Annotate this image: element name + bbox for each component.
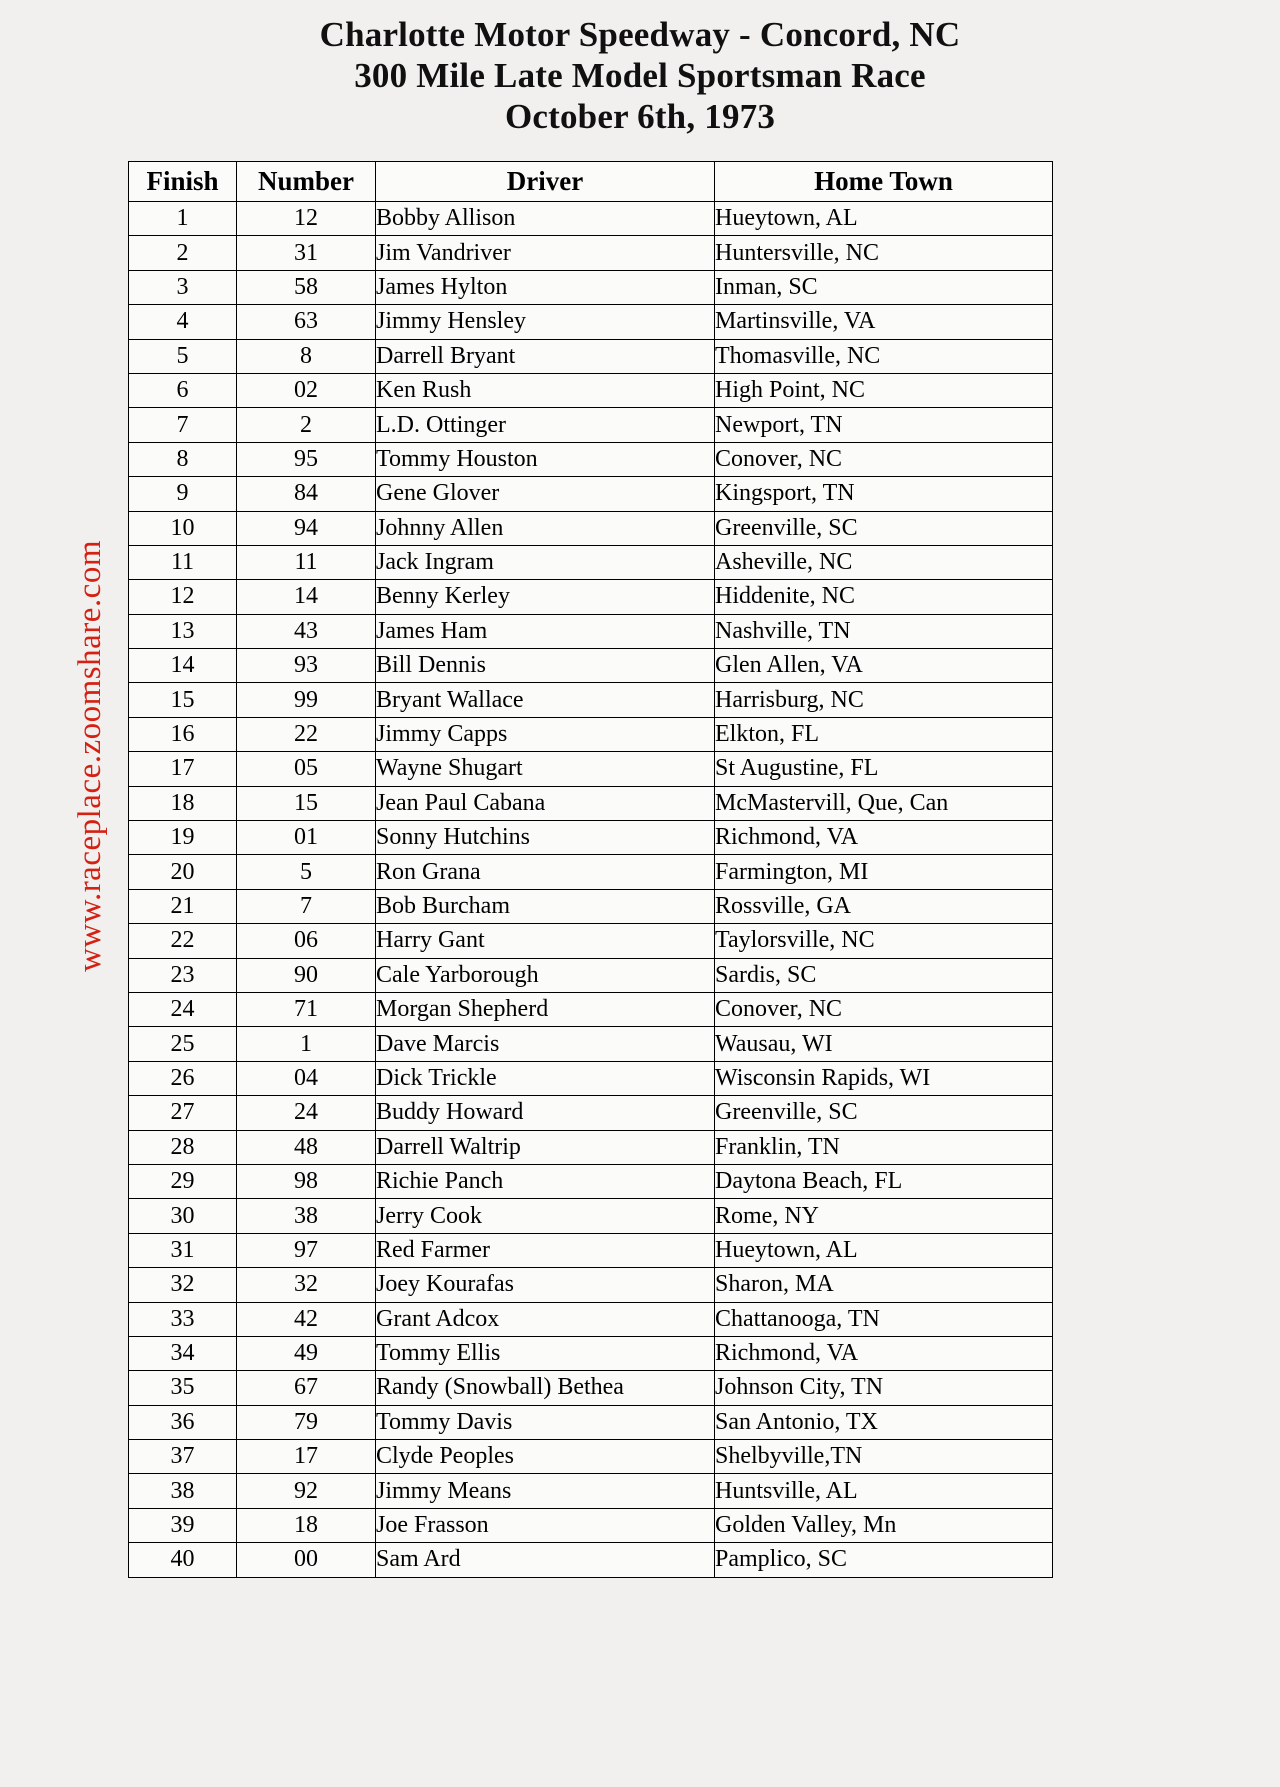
table-row — [129, 992, 1053, 1026]
cell-driver: Grant Adcox — [376, 1302, 715, 1336]
cell-number: 7 — [237, 889, 376, 923]
cell-home-town: Conover, NC — [715, 442, 1053, 476]
cell-home-town: Shelbyville,TN — [715, 1440, 1053, 1474]
cell-home-town: Chattanooga, TN — [715, 1302, 1053, 1336]
cell-driver: L.D. Ottinger — [376, 408, 715, 442]
table-row — [129, 786, 1053, 820]
cell-finish: 36 — [129, 1405, 237, 1439]
cell-number: 93 — [237, 649, 376, 683]
cell-driver: Jack Ingram — [376, 545, 715, 579]
cell-finish: 14 — [129, 649, 237, 683]
cell-number: 92 — [237, 1474, 376, 1508]
cell-finish: 15 — [129, 683, 237, 717]
cell-home-town: Asheville, NC — [715, 545, 1053, 579]
table-row — [129, 1336, 1053, 1370]
cell-finish: 19 — [129, 821, 237, 855]
cell-home-town: Wisconsin Rapids, WI — [715, 1061, 1053, 1095]
cell-home-town: Hueytown, AL — [715, 1233, 1053, 1267]
results-table-body — [129, 202, 1053, 1578]
cell-finish: 3 — [129, 270, 237, 304]
cell-home-town: Sharon, MA — [715, 1268, 1053, 1302]
cell-driver: Benny Kerley — [376, 580, 715, 614]
cell-finish: 40 — [129, 1543, 237, 1577]
cell-number: 15 — [237, 786, 376, 820]
cell-number: 58 — [237, 270, 376, 304]
cell-driver: Ron Grana — [376, 855, 715, 889]
cell-number: 31 — [237, 236, 376, 270]
cell-number: 04 — [237, 1061, 376, 1095]
cell-driver: Tommy Davis — [376, 1405, 715, 1439]
cell-driver: Darrell Waltrip — [376, 1130, 715, 1164]
cell-number: 02 — [237, 373, 376, 407]
cell-number: 32 — [237, 1268, 376, 1302]
cell-number: 90 — [237, 958, 376, 992]
cell-home-town: Greenville, SC — [715, 511, 1053, 545]
cell-home-town: Taylorsville, NC — [715, 924, 1053, 958]
cell-finish: 8 — [129, 442, 237, 476]
cell-number: 79 — [237, 1405, 376, 1439]
cell-number: 17 — [237, 1440, 376, 1474]
cell-finish: 37 — [129, 1440, 237, 1474]
cell-number: 63 — [237, 305, 376, 339]
table-row — [129, 614, 1053, 648]
table-row — [129, 1130, 1053, 1164]
cell-finish: 16 — [129, 717, 237, 751]
table-row — [129, 924, 1053, 958]
table-row — [129, 1371, 1053, 1405]
column-header-home-town: Home Town — [715, 162, 1053, 202]
cell-finish: 23 — [129, 958, 237, 992]
cell-home-town: Rome, NY — [715, 1199, 1053, 1233]
cell-driver: Gene Glover — [376, 477, 715, 511]
cell-driver: Jerry Cook — [376, 1199, 715, 1233]
title-line-3: October 6th, 1973 — [504, 97, 776, 136]
cell-driver: Harry Gant — [376, 924, 715, 958]
cell-number: 48 — [237, 1130, 376, 1164]
table-row — [129, 442, 1053, 476]
table-row — [129, 1061, 1053, 1095]
cell-home-town: High Point, NC — [715, 373, 1053, 407]
cell-home-town: Huntsville, AL — [715, 1474, 1053, 1508]
table-row — [129, 1474, 1053, 1508]
cell-home-town: Sardis, SC — [715, 958, 1053, 992]
table-row — [129, 717, 1053, 751]
cell-home-town: Golden Valley, Mn — [715, 1508, 1053, 1542]
table-row — [129, 580, 1053, 614]
cell-finish: 28 — [129, 1130, 237, 1164]
table-row — [129, 270, 1053, 304]
cell-home-town: Wausau, WI — [715, 1027, 1053, 1061]
title-line-1: Charlotte Motor Speedway - Concord, NC — [319, 15, 961, 54]
table-row — [129, 545, 1053, 579]
table-row — [129, 649, 1053, 683]
cell-driver: James Ham — [376, 614, 715, 648]
table-row — [129, 339, 1053, 373]
cell-number: 22 — [237, 717, 376, 751]
race-results-table — [128, 161, 1053, 1578]
cell-number: 42 — [237, 1302, 376, 1336]
cell-number: 18 — [237, 1508, 376, 1542]
table-row — [129, 236, 1053, 270]
cell-finish: 32 — [129, 1268, 237, 1302]
cell-number: 14 — [237, 580, 376, 614]
cell-driver: Bryant Wallace — [376, 683, 715, 717]
cell-finish: 30 — [129, 1199, 237, 1233]
page-title — [0, 14, 1280, 137]
cell-driver: Sonny Hutchins — [376, 821, 715, 855]
cell-home-town: McMastervill, Que, Can — [715, 786, 1053, 820]
table-header-row — [129, 162, 1053, 202]
cell-driver: Morgan Shepherd — [376, 992, 715, 1026]
cell-finish: 33 — [129, 1302, 237, 1336]
cell-finish: 13 — [129, 614, 237, 648]
cell-number: 01 — [237, 821, 376, 855]
cell-number: 2 — [237, 408, 376, 442]
cell-driver: Joe Frasson — [376, 1508, 715, 1542]
cell-finish: 31 — [129, 1233, 237, 1267]
cell-number: 98 — [237, 1164, 376, 1198]
cell-finish: 38 — [129, 1474, 237, 1508]
table-row — [129, 1027, 1053, 1061]
cell-driver: Tommy Ellis — [376, 1336, 715, 1370]
cell-number: 84 — [237, 477, 376, 511]
cell-number: 24 — [237, 1096, 376, 1130]
cell-home-town: Elkton, FL — [715, 717, 1053, 751]
cell-number: 1 — [237, 1027, 376, 1061]
cell-home-town: Harrisburg, NC — [715, 683, 1053, 717]
cell-finish: 29 — [129, 1164, 237, 1198]
cell-number: 95 — [237, 442, 376, 476]
cell-driver: Bob Burcham — [376, 889, 715, 923]
cell-finish: 34 — [129, 1336, 237, 1370]
cell-number: 71 — [237, 992, 376, 1026]
cell-home-town: Hiddenite, NC — [715, 580, 1053, 614]
cell-driver: Jimmy Capps — [376, 717, 715, 751]
cell-finish: 27 — [129, 1096, 237, 1130]
cell-number: 8 — [237, 339, 376, 373]
cell-finish: 18 — [129, 786, 237, 820]
cell-driver: Bobby Allison — [376, 202, 715, 236]
cell-home-town: Kingsport, TN — [715, 477, 1053, 511]
cell-home-town: Thomasville, NC — [715, 339, 1053, 373]
table-row — [129, 1440, 1053, 1474]
cell-home-town: St Augustine, FL — [715, 752, 1053, 786]
cell-driver: Sam Ard — [376, 1543, 715, 1577]
cell-number: 97 — [237, 1233, 376, 1267]
table-row — [129, 1268, 1053, 1302]
cell-driver: Wayne Shugart — [376, 752, 715, 786]
cell-home-town: Franklin, TN — [715, 1130, 1053, 1164]
cell-home-town: Newport, TN — [715, 408, 1053, 442]
cell-number: 99 — [237, 683, 376, 717]
column-header-number: Number — [237, 162, 376, 202]
column-header-finish: Finish — [129, 162, 237, 202]
cell-driver: Cale Yarborough — [376, 958, 715, 992]
cell-number: 11 — [237, 545, 376, 579]
cell-driver: James Hylton — [376, 270, 715, 304]
cell-driver: Richie Panch — [376, 1164, 715, 1198]
cell-driver: Red Farmer — [376, 1233, 715, 1267]
table-row — [129, 202, 1053, 236]
cell-finish: 4 — [129, 305, 237, 339]
cell-home-town: Farmington, MI — [715, 855, 1053, 889]
table-row — [129, 855, 1053, 889]
table-row — [129, 889, 1053, 923]
table-row — [129, 373, 1053, 407]
cell-number: 38 — [237, 1199, 376, 1233]
cell-number: 49 — [237, 1336, 376, 1370]
table-row — [129, 821, 1053, 855]
cell-home-town: Johnson City, TN — [715, 1371, 1053, 1405]
title-line-2: 300 Mile Late Model Sportsman Race — [354, 56, 926, 95]
cell-home-town: Greenville, SC — [715, 1096, 1053, 1130]
cell-home-town: Martinsville, VA — [715, 305, 1053, 339]
cell-finish: 5 — [129, 339, 237, 373]
table-row — [129, 1096, 1053, 1130]
cell-driver: Johnny Allen — [376, 511, 715, 545]
cell-home-town: Conover, NC — [715, 992, 1053, 1026]
cell-number: 43 — [237, 614, 376, 648]
table-row — [129, 1508, 1053, 1542]
cell-finish: 12 — [129, 580, 237, 614]
cell-home-town: San Antonio, TX — [715, 1405, 1053, 1439]
cell-finish: 26 — [129, 1061, 237, 1095]
cell-home-town: Rossville, GA — [715, 889, 1053, 923]
cell-home-town: Richmond, VA — [715, 821, 1053, 855]
cell-finish: 35 — [129, 1371, 237, 1405]
cell-finish: 39 — [129, 1508, 237, 1542]
cell-driver: Tommy Houston — [376, 442, 715, 476]
cell-driver: Jimmy Means — [376, 1474, 715, 1508]
cell-driver: Jean Paul Cabana — [376, 786, 715, 820]
table-row — [129, 1233, 1053, 1267]
cell-driver: Bill Dennis — [376, 649, 715, 683]
column-header-driver: Driver — [376, 162, 715, 202]
cell-finish: 22 — [129, 924, 237, 958]
cell-finish: 1 — [129, 202, 237, 236]
table-row — [129, 305, 1053, 339]
cell-driver: Jimmy Hensley — [376, 305, 715, 339]
table-row — [129, 683, 1053, 717]
cell-driver: Clyde Peoples — [376, 1440, 715, 1474]
table-row — [129, 752, 1053, 786]
cell-home-town: Pamplico, SC — [715, 1543, 1053, 1577]
cell-number: 05 — [237, 752, 376, 786]
cell-driver: Jim Vandriver — [376, 236, 715, 270]
cell-finish: 11 — [129, 545, 237, 579]
cell-number: 94 — [237, 511, 376, 545]
cell-finish: 21 — [129, 889, 237, 923]
cell-finish: 9 — [129, 477, 237, 511]
table-row — [129, 511, 1053, 545]
cell-driver: Joey Kourafas — [376, 1268, 715, 1302]
cell-finish: 25 — [129, 1027, 237, 1061]
table-row — [129, 1405, 1053, 1439]
cell-finish: 24 — [129, 992, 237, 1026]
cell-number: 06 — [237, 924, 376, 958]
cell-home-town: Inman, SC — [715, 270, 1053, 304]
watermark-url: www.raceplace.zoomshare.com — [72, 540, 108, 972]
cell-driver: Randy (Snowball) Bethea — [376, 1371, 715, 1405]
cell-finish: 20 — [129, 855, 237, 889]
cell-home-town: Hueytown, AL — [715, 202, 1053, 236]
cell-number: 00 — [237, 1543, 376, 1577]
table-row — [129, 477, 1053, 511]
table-row — [129, 1302, 1053, 1336]
table-row — [129, 958, 1053, 992]
cell-driver: Ken Rush — [376, 373, 715, 407]
cell-driver: Buddy Howard — [376, 1096, 715, 1130]
cell-finish: 7 — [129, 408, 237, 442]
cell-home-town: Daytona Beach, FL — [715, 1164, 1053, 1198]
table-row — [129, 408, 1053, 442]
cell-finish: 10 — [129, 511, 237, 545]
cell-finish: 6 — [129, 373, 237, 407]
results-table-container — [128, 161, 1052, 1578]
cell-number: 67 — [237, 1371, 376, 1405]
cell-home-town: Nashville, TN — [715, 614, 1053, 648]
cell-home-town: Huntersville, NC — [715, 236, 1053, 270]
cell-number: 5 — [237, 855, 376, 889]
cell-home-town: Glen Allen, VA — [715, 649, 1053, 683]
table-row — [129, 1164, 1053, 1198]
cell-driver: Dave Marcis — [376, 1027, 715, 1061]
table-row — [129, 1543, 1053, 1577]
cell-driver: Dick Trickle — [376, 1061, 715, 1095]
cell-home-town: Richmond, VA — [715, 1336, 1053, 1370]
cell-number: 12 — [237, 202, 376, 236]
cell-driver: Darrell Bryant — [376, 339, 715, 373]
table-row — [129, 1199, 1053, 1233]
cell-finish: 2 — [129, 236, 237, 270]
cell-finish: 17 — [129, 752, 237, 786]
